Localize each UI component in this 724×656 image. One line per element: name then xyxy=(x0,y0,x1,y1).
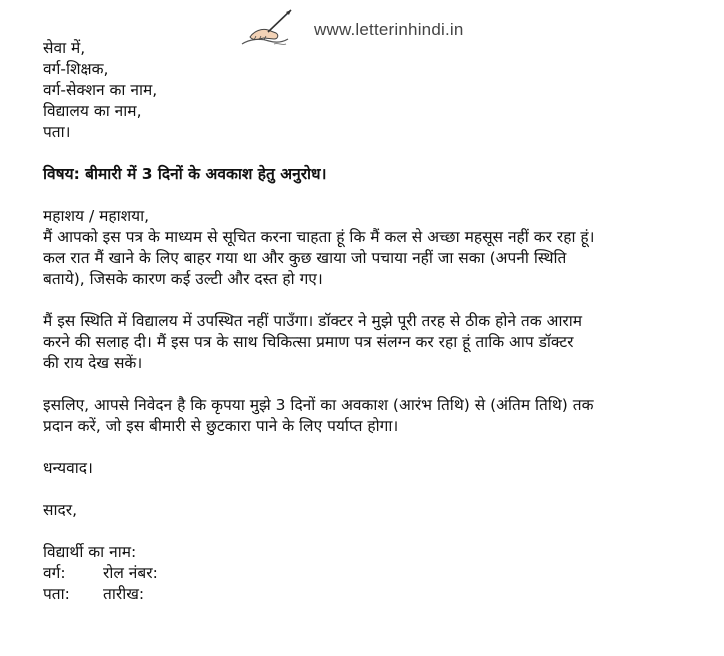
paragraph-line: मैं आपको इस पत्र के माध्यम से सूचित करना चाहता हूं कि मैं कल से अच्छा महसूस नहीं कर रहा हूं। xyxy=(43,228,595,246)
closing-regards: सादर, xyxy=(43,501,77,519)
address-line: वर्ग-सेक्शन का नाम, xyxy=(43,81,158,99)
class-roll-row xyxy=(43,563,713,584)
date-label: तारीख: xyxy=(103,585,145,603)
paragraph-line: इसलिए, आपसे निवेदन है कि कृपया मुझे 3 दिनों का अवकाश (आरंभ तिथि) से (अंतिम तिथि) तक xyxy=(43,396,594,414)
address-date-row xyxy=(43,584,713,605)
paragraph-line: प्रदान करें, जो इस बीमारी से छुटकारा पाने के लिए पर्याप्त होगा। xyxy=(43,417,399,435)
site-url: www.letterinhindi.in xyxy=(314,20,464,39)
address-label: पता: xyxy=(43,585,70,603)
closing-thanks: धन्यवाद। xyxy=(43,459,93,477)
letter-subject: विषय: बीमारी में 3 दिनों के अवकाश हेतु अनुरोध। xyxy=(43,165,327,183)
student-name-label: विद्यार्थी का नाम: xyxy=(43,543,137,561)
roll-number-label: रोल नंबर: xyxy=(103,564,158,582)
paragraph-line: बताये), जिसके कारण कई उल्टी और दस्त हो गए। xyxy=(43,270,323,288)
paragraph-line: मैं इस स्थिति में विद्यालय में उपस्थित नहीं पाउँगा। डॉक्टर ने मुझे पूरी तरह से ठीक होने तक आराम xyxy=(43,312,583,330)
class-label: वर्ग: xyxy=(43,564,66,582)
address-line: सेवा में, xyxy=(43,39,86,57)
salutation: महाशय / महाशया, xyxy=(43,207,150,225)
address-line: विद्यालय का नाम, xyxy=(43,102,142,120)
paragraph-line: की राय देख सकें। xyxy=(43,354,143,372)
paragraph-line: करने की सलाह दी। मैं इस पत्र के साथ चिकित्सा प्रमाण पत्र संलग्न कर रहा हूं ताकि आप डॉक्टर xyxy=(43,333,574,351)
address-line: पता। xyxy=(43,123,71,141)
letter-body xyxy=(43,38,713,605)
address-line: वर्ग-शिक्षक, xyxy=(43,60,109,78)
paragraph-line: कल रात मैं खाने के लिए बाहर गया था और कुछ खाया जो पचाया नहीं जा सका (अपनी स्थिति xyxy=(43,249,567,267)
